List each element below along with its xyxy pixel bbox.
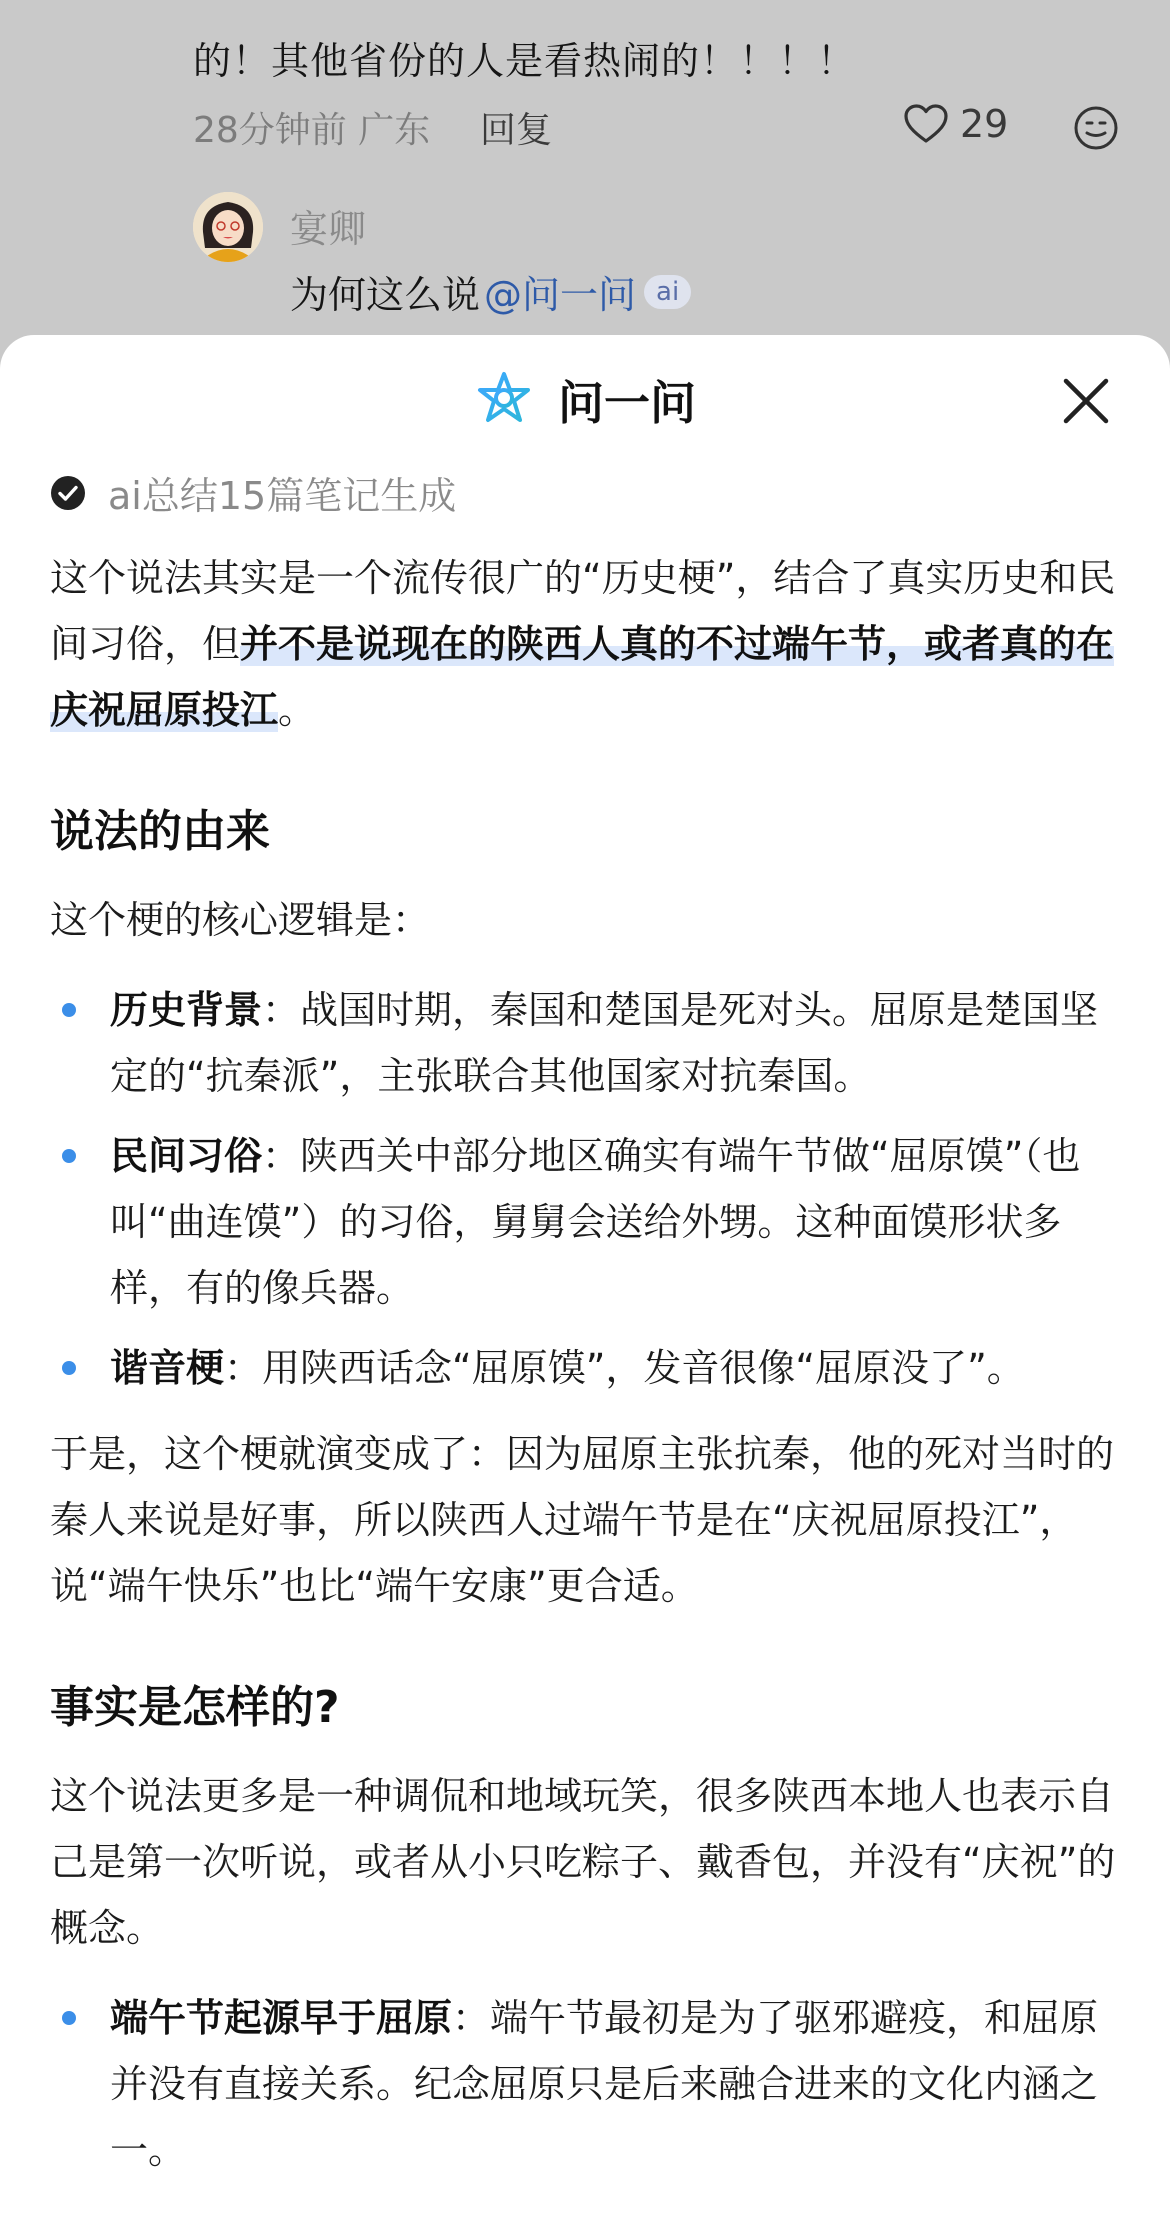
emoji-icon[interactable] <box>1072 104 1120 152</box>
section2-title: 事实是怎样的? <box>50 1682 340 1733</box>
ai-answer-sheet <box>0 335 1170 2228</box>
bullet-dot <box>62 1361 76 1375</box>
comment-text: 的！其他省份的人是看热闹的！！！！ <box>193 39 857 83</box>
ai-star-icon <box>474 370 534 430</box>
like-count: 29 <box>960 102 1009 146</box>
close-icon[interactable] <box>1060 375 1112 427</box>
heart-icon <box>902 100 950 148</box>
comment-meta: 28分钟前 广东 <box>193 110 431 151</box>
like-button[interactable] <box>902 100 1008 148</box>
item-text: ：陕西关中部分地区确实有端午节做“屈原馍”（也叫“曲连馍”）的习俗，舅舅会送给外甥。这种面馍形状多样，有的像兵器。 <box>110 1134 1081 1310</box>
source-line <box>50 465 456 520</box>
item-term: 端午节起源早于屈原 <box>110 1996 453 2040</box>
list-item <box>50 977 1125 1109</box>
intro-plain: 这个说法其实是一个流传很广的“历史梗”，结合了真实历史和民间习俗，但 <box>50 556 1116 666</box>
comment-background <box>0 0 1170 340</box>
section1-title: 说法的由来 <box>50 806 270 857</box>
item-term: 民间习俗 <box>110 1134 263 1178</box>
item-text: ：端午节最初是为了驱邪避疫，和屈原并没有直接关系。纪念屈原只是后来融合进来的文化内涵之一。 <box>110 1996 1099 2172</box>
ai-badge: ai <box>644 275 691 309</box>
section1-conclusion: 于是，这个梗就演变成了：因为屈原主张抗秦，他的死对当时的秦人来说是好事，所以陕西人过端午节是在“庆祝屈原投江”，说“端午快乐”也比“端午安康”更合适。 <box>50 1432 1115 1608</box>
avatar-illustration-icon <box>193 192 263 262</box>
section1-list <box>50 977 1125 1401</box>
bullet-dot <box>62 1003 76 1017</box>
section2-lead: 这个说法更多是一种调侃和地域玩笑，很多陕西本地人也表示自己是第一次听说，或者从小只吃粽子、戴香包，并没有“庆祝”的概念。 <box>50 1774 1116 1950</box>
sub-comment-text <box>290 264 691 319</box>
check-circle-icon <box>50 475 86 511</box>
item-text: ：用陕西话念“屈原馍”，发音很像“屈原没了”。 <box>224 1346 1025 1390</box>
list-item <box>50 1123 1125 1321</box>
reply-button[interactable]: 回复 <box>480 110 553 151</box>
section1-lead: 这个梗的核心逻辑是： <box>50 898 431 942</box>
sub-comment-user[interactable]: 宴卿 <box>290 207 367 251</box>
item-text: ：战国时期，秦国和楚国是死对头。屈原是楚国坚定的“抗秦派”，主张联合其他国家对抗秦国。 <box>110 988 1099 1098</box>
mention-link[interactable]: @问一问 <box>484 273 637 317</box>
bullet-dot <box>62 1149 76 1163</box>
list-item <box>50 1985 1125 2183</box>
intro-end: 。 <box>278 688 317 732</box>
source-text: ai总结15篇笔记生成 <box>108 474 457 518</box>
section2-list <box>50 1985 1125 2183</box>
sheet-header <box>0 365 1170 435</box>
avatar[interactable] <box>193 192 263 262</box>
answer-content <box>50 545 1125 2197</box>
intro-highlight: 并不是说现在的陕西人真的不过端午节，或者真的在庆祝屈原投江 <box>50 622 1115 732</box>
sub-comment-body: 为何这么说 <box>290 273 481 317</box>
item-term: 历史背景 <box>110 988 263 1032</box>
bullet-dot <box>62 2011 76 2025</box>
item-term: 谐音梗 <box>110 1346 225 1390</box>
sheet-title: 问一问 <box>558 376 696 430</box>
intro-paragraph <box>50 545 1125 743</box>
list-item <box>50 1335 1125 1401</box>
